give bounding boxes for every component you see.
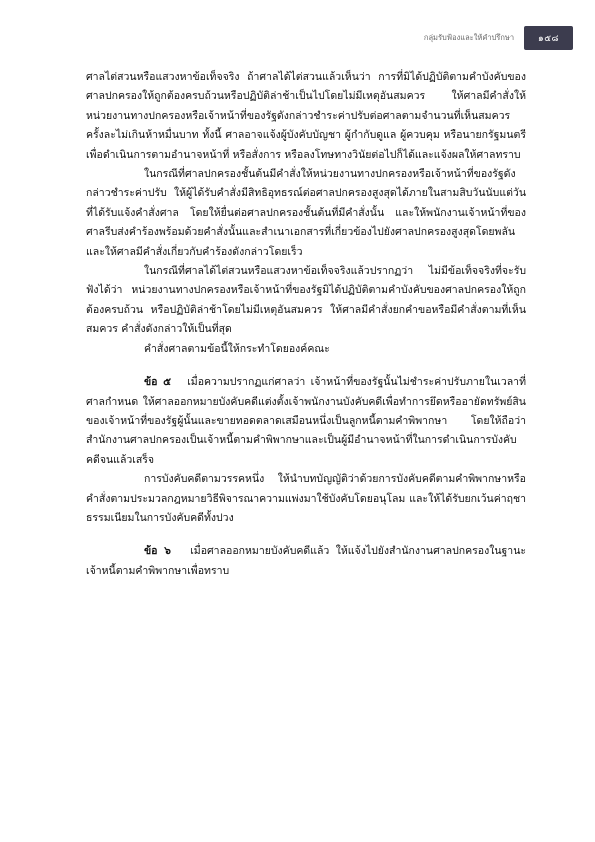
paragraph-appeal: ในกรณีที่ศาลปกครองชั้นต้นมีคำสั่งให้หน่วยงานทางปกครองหรือเจ้าหน้าที่ของรัฐดังกล่าวชำระค่าปรับ ให้ผู้ได้รับคำสั่งมีสิทธิอุทธรณ์ต่อศาลปกครองสูงสุดได้ภายในสามสิบวันนับแต่วันที่ได้รับแจ้งคำสั่งศาล โดยให้ยื่นต่อศาลปกครองชั้นต้นที่มีคำสั่งนั้น และให้พนักงานเจ้าหน้าที่ของศาลรีบส่งคำร้องพร้อมด้วยคำสั่งนั้นและสำเนาเอกสารที่เกี่ยวข้องไปยังศาลปกครองสูงสุดโดยพลัน และให้ศาลมีคำสั่งเกี่ยวกับคำร้องดังกล่าวโดยเร็ว (86, 168, 526, 258)
clause-6 (86, 542, 526, 581)
paragraph-dismissal: ในกรณีที่ศาลได้ไต่สวนหรือแสวงหาข้อเท็จจริงแล้วปรากฏว่า ไม่มีข้อเท็จจริงที่จะรับฟังได้ว่า หน่วยงานทางปกครองหรือเจ้าหน้าที่ของรัฐมิได้ปฏิบัติตามคำบังคับของศาลปกครองให้ถูกต้องครบถ้วน หรือปฏิบัติล่าช้าโดยไม่มีเหตุอันสมควร ให้ศาลมีคำสั่งยกคำขอหรือมีคำสั่งตามที่เห็นสมควร คำสั่งดังกล่าวให้เป็นที่สุด (86, 265, 526, 336)
paragraph-enforcement: การบังคับคดีตามวรรคหนึ่ง ให้นำบทบัญญัติว่าด้วยการบังคับคดีตามคำพิพากษาหรือคำสั่งตามประมวลกฎหมายวิธีพิจารณาความแพ่งมาใช้บังคับโดยอนุโลม และให้ได้รับยกเว้นค่าฤชาธรรมเนียมในการบังคับคดีทั้งปวง (86, 473, 526, 524)
clause-5-text: เมื่อความปรากฏแก่ศาลว่า เจ้าหน้าที่ของรัฐนั้นไม่ชำระค่าปรับภายในเวลาที่ศาลกำหนด ให้ศาลออกหมายบังคับคดีแต่งตั้งเจ้าพนักงานบังคับคดีเพื่อทำการยึดหรืออายัดทรัพย์สินของเจ้าหน้าที่ของรัฐผู้นั้นและขายทอดตลาดเสมือนหนึ่งเป็นลูกหนี้ตามคำพิพากษา โดยให้ถือว่าสำนักงานศาลปกครองเป็นเจ้าหนี้ตามคำพิพากษาและเป็นผู้มีอำนาจหน้าที่ในการดำเนินการบังคับคดีจนแล้วเสร็จ (86, 376, 526, 466)
paragraph-panel-order: คำสั่งศาลตามข้อนี้ให้กระทำโดยองค์คณะ (144, 342, 330, 355)
clause-6-number: ข้อ ๖ (144, 545, 171, 558)
paragraph-continuation: ศาลไต่สวนหรือแสวงหาข้อเท็จจริง ถ้าศาลได้ไต่สวนแล้วเห็นว่า การที่มิได้ปฏิบัติตามคำบังคับของศาลปกครองให้ถูกต้องครบถ้วนหรือปฏิบัติล่าช้าเป็นไปโดยไม่มีเหตุอันสมควร ให้ศาลมีคำสั่งให้หน่วยงานทางปกครองหรือเจ้าหน้าที่ของรัฐดังกล่าวชำระค่าปรับต่อศาลตามจำนวนที่เห็นสมควร ครั้งละไม่เกินห้าหมื่นบาท ทั้งนี้ ศาลอาจแจ้งผู้บังคับบัญชา ผู้กำกับดูแล ผู้ควบคุม หรือนายกรัฐมนตรี เพื่อดำเนินการตามอำนาจหน้าที่ หรือสั่งการ หรือลงโทษทางวินัยต่อไปก็ได้และแจ้งผลให้ศาลทราบ (86, 71, 526, 161)
document-body (86, 68, 526, 581)
clause-6-text: เมื่อศาลออกหมายบังคับคดีแล้ว ให้แจ้งไปยังสำนักงานศาลปกครองในฐานะเจ้าหนี้ตามคำพิพากษาเพื่อทราบ (86, 545, 527, 577)
page-header (424, 26, 573, 50)
clause-5-number: ข้อ ๕ (144, 376, 172, 389)
clause-5 (86, 373, 526, 470)
header-title: กลุ่มรับฟ้องและให้คำปรึกษา (423, 33, 515, 42)
page-number-badge: ๑๕๘ (524, 26, 573, 50)
